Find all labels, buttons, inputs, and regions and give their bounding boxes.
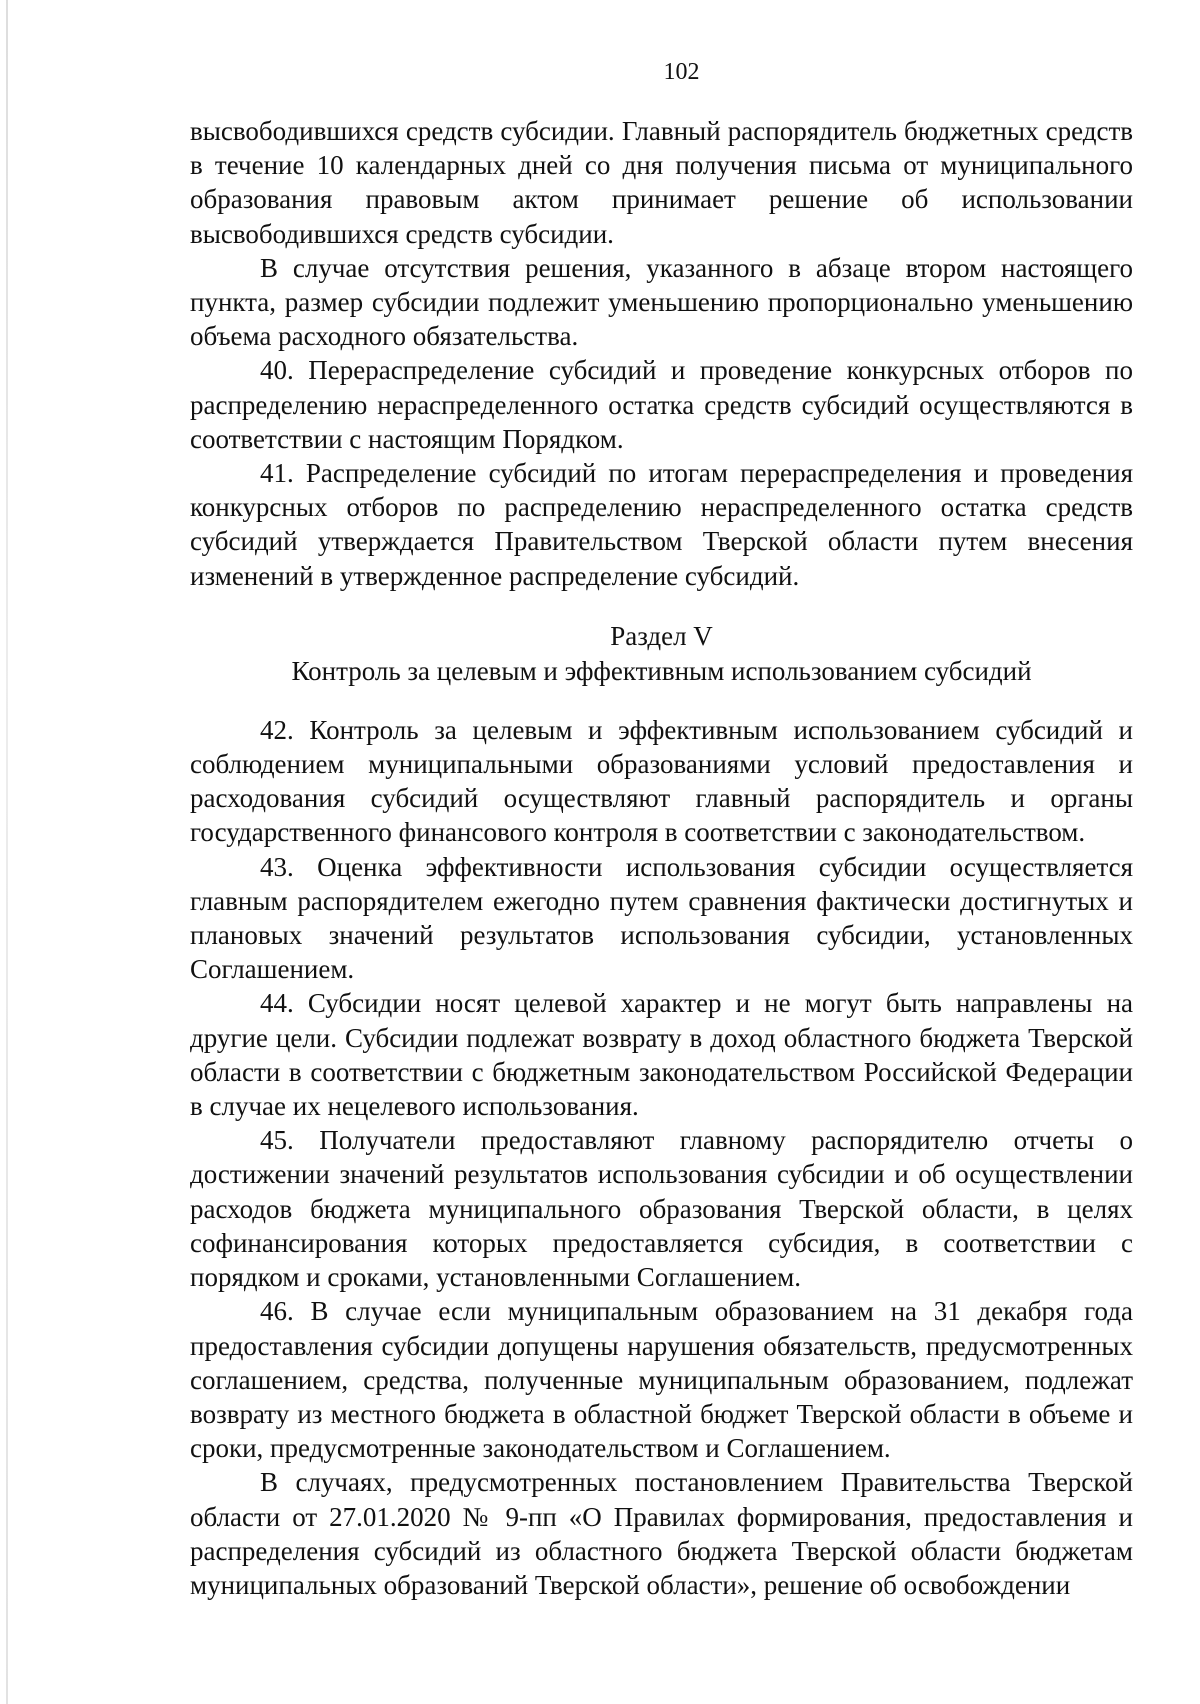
page-number: 102 xyxy=(663,59,700,85)
paragraph-41: 41. Распределение субсидий по итогам перераспределения и проведения конкурсных отборов по распределению нераспределенного остатка средств субсидий утверждается Правительством Тверской области путем внесения изменений в утвержденное распределение субсидий. xyxy=(190,458,1133,591)
paragraph-absent-decision: В случае отсутствия решения, указанного в абзаце втором настоящего пункта, размер субсидии подлежит уменьшению пропорционально уменьшению объема расходного обязательства. xyxy=(190,252,1133,352)
paragraph-46: 46. В случае если муниципальным образованием на 31 декабря года предоставления субсидии допущены нарушения обязательств, предусмотренных соглашением, средства, полученные муниципальным образованием, подлежат возврату из местного бюджета в областной бюджет Тверской области в объеме и сроки, предусмотренные законодательством и Соглашением. xyxy=(190,1296,1133,1464)
paragraph-43: 43. Оценка эффективности использования субсидии осуществляется главным распорядителем ежегодно путем сравнения фактически достигнутых и плановых значений результатов использования субсидии, установленных Соглашением. xyxy=(190,851,1133,985)
paragraphs-bottom xyxy=(190,713,1133,1602)
section-label: Раздел V xyxy=(610,620,713,651)
paragraph-40: 40. Перераспределение субсидий и проведение конкурсных отборов по распределению нераспределенного остатка средств субсидий осуществляются в соответствии с настоящим Порядком. xyxy=(190,355,1133,454)
paragraph-44: 44. Субсидии носят целевой характер и не могут быть направлены на другие цели. Субсидии подлежат возврату в доход областного бюджета Тверской области в соответствии с бюджетным законодательством Российской Федерации в случае их нецелевого использования. xyxy=(190,988,1133,1122)
paragraph-45: 45. Получатели предоставляют главному распорядителю отчеты о достижении значений результатов использования субсидии и об осуществлении расходов бюджета муниципального образования Тверской области, в целях софинансирования которых предоставляется субсидия, в соответствии с порядком и сроками, установленными Соглашением. xyxy=(190,1125,1133,1293)
paragraphs-top xyxy=(190,114,1133,593)
paragraph-cases: В случаях, предусмотренных постановлением Правительства Тверской области от 27.01.2020 № 9-пп «О Правилах формирования, предоставления и распределения субсидий из областного бюджета Тверской области бюджетам муниципальных образований Тверской области», решение об освобождении xyxy=(190,1467,1133,1600)
section-title: Контроль за целевым и эффективным использованием субсидий xyxy=(291,655,1032,686)
paragraph-42: 42. Контроль за целевым и эффективным использованием субсидий и соблюдением муниципальными образованиями условий предоставления и расходования субсидий осуществляют главный распорядитель и органы государственного финансового контроля в соответствии с законодательством. xyxy=(190,714,1133,848)
paragraph-continuation: высвободившихся средств субсидии. Главный распорядитель бюджетных средств в течение 10 календарных дней со дня получения письма от муниципального образования правовым актом принимает решение об использовании высвободившихся средств субсидии. xyxy=(190,116,1133,249)
section-header xyxy=(190,619,1133,689)
